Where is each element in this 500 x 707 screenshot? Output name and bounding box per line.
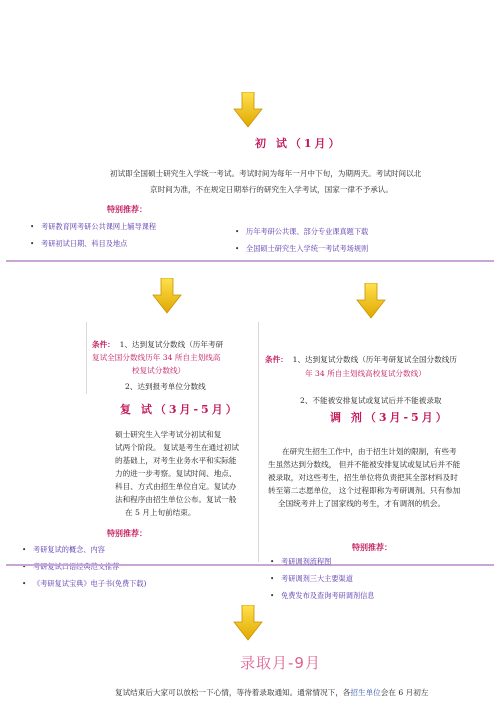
tiaoji-rec-title: 特别推荐： [352,542,392,552]
stage-title-chushi: 初 试（1月） [255,137,343,150]
fushi-condition-2: 2、达到报考单位分数线 [125,382,206,391]
chushi-desc-line1: 初试即全国硕士研究生入学统一考试。考试时间为每年一月中下旬，为期两天。考试时间以北 [110,169,422,178]
stage-title-luqu: 录取月-9月 [240,654,321,672]
section-divider [6,260,494,262]
condition-label: 条件： [92,340,115,349]
link-item[interactable]: • 历年考研公共课、部分专业课真题下载 [235,226,368,238]
condition-1a: 1、达到复试分数线（历年考研复试全国分数线历 [292,355,457,364]
down-arrow-icon [233,605,263,641]
down-arrow-icon [356,283,386,319]
chushi-links-right [235,226,368,260]
desc-line: 被录取，对这些考生，招生单位将负责把其全部材料及时 [268,473,458,482]
chushi-rec-title: 特别推荐： [107,204,147,214]
chushi-links-left [30,221,156,255]
stage-title-tiaoji: 调 剂（3月-5月） [330,411,450,424]
link-item[interactable]: • 考研复试口语经典范文推荐 [22,561,146,573]
desc-line: 的基础上，对考生业务水平和实际能 [115,456,237,465]
link-item[interactable]: • 考研调剂三大主要渠道 [270,573,374,585]
desc-line: 力的进一步考察。复试时间、地点、 [115,469,237,478]
desc-line: 全国统考并上了国家线的考生，才有调剂的机会。 [278,499,446,508]
fushi-desc [115,428,255,519]
fushi-links [22,544,146,595]
desc-line: 生虽然达到分数线， 但并不能被安排复试或复试后并不能 [268,460,461,469]
luqu-desc-a: 复试结束后大家可以放松一下心情，等待着录取通知。通常情况下，各 [115,688,351,697]
desc-line: 转至第二志愿单位， 这个过程即称为考研调剂。只有参加 [268,486,461,495]
fushi-condition [92,338,252,351]
stage-title-fushi: 复 试（3月-5月） [120,403,240,416]
tiaoji-desc [268,445,490,510]
tiaoji-condition-1b[interactable]: 年 34 所自主划线高校复试分数线） [305,369,426,378]
desc-line: 在研究生招生工作中，由于招生计划的限制，有些考 [282,447,457,456]
link-item[interactable]: • 《考研复试宝典》电子书(免费下载) [22,578,146,590]
link-item[interactable]: • 全国硕士研究生入学统一考试考场规则 [235,243,368,255]
tiaoji-condition [265,353,457,366]
fushi-rec-title: 特别推荐： [107,528,147,538]
condition-1a: 1、达到复试分数线（历年考研 [119,340,224,349]
desc-line: 科目、方式由招生单位自定。复试办 [115,482,237,491]
desc-line: 硕士研究生入学考试分初试和复 [115,430,222,439]
tiaoji-links [270,556,374,607]
desc-line: 在 5 月上旬前结束。 [125,508,196,517]
fushi-condition-1b[interactable]: 复试全国分数线历年 34 所自主划线高 [92,353,221,362]
desc-line: 试两个阶段。 复试是考生在通过初试 [115,443,239,452]
link-item[interactable]: • 考研教育网考研公共课网上辅导课程 [30,221,156,233]
desc-line: 法和程序由招生单位公布。复试一般 [115,495,237,504]
link-item[interactable]: • 考研复试的概念、内容 [22,544,146,556]
tiaoji-condition-2: 2、不能被安排复试或复试后并不能被录取 [300,396,442,405]
down-arrow-icon [152,278,182,314]
down-arrow-icon [233,92,263,128]
luqu-desc-link[interactable]: 招生单位 [350,688,381,697]
link-item[interactable]: • 考研初试日期、科目及地点 [30,238,156,250]
luqu-desc [115,686,428,699]
frame-line [258,322,259,562]
condition-label: 条件： [265,355,288,364]
fushi-condition-1c[interactable]: 校复试分数线） [132,366,186,375]
link-item[interactable]: • 免费发布及查询考研调剂信息 [270,590,374,602]
link-item[interactable]: • 考研调剂流程图 [270,556,374,568]
frame-line [86,322,87,394]
section-divider [6,564,494,566]
chushi-desc-line2: 京时间为准，不在规定日期举行的研究生入学考试，国家一律不予承认。 [150,185,393,194]
luqu-desc-b: 会在 6 月初左 [380,688,429,697]
